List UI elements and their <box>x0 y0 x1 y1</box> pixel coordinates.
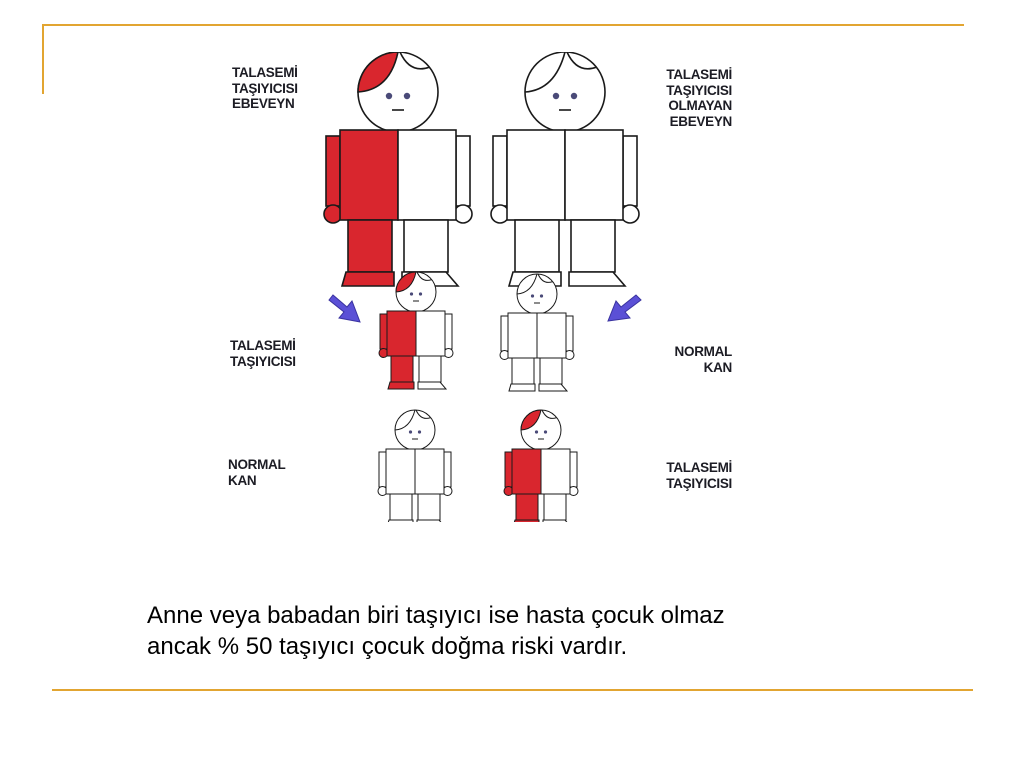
parent-noncarrier-figure <box>491 52 639 286</box>
label-child-carrier-left: TALASEMİ TAŞIYICISI <box>230 338 296 369</box>
child-carrier-top-figure <box>379 272 453 389</box>
frame-top-line <box>42 24 964 26</box>
child-carrier-bottom-figure <box>504 410 578 522</box>
label-parent-carrier: TALASEMİ TAŞIYICISI EBEVEYN <box>232 65 298 111</box>
figure-group <box>324 52 641 522</box>
label-child-carrier-right: TALASEMİ TAŞIYICISI <box>666 460 732 491</box>
frame-left-line <box>42 24 44 94</box>
child-normal-bottom-figure <box>378 410 452 522</box>
caption-line-1: Anne veya babadan biri taşıyıcı ise hasta çocuk olmaz <box>147 602 725 629</box>
arrow-right-icon <box>608 295 641 321</box>
arrow-left-icon <box>329 295 360 322</box>
frame-bottom-line <box>52 689 973 691</box>
caption-line-2: ancak % 50 taşıyıcı çocuk doğma riski vardır. <box>147 633 628 660</box>
parent-carrier-figure <box>324 52 472 286</box>
inheritance-diagram <box>225 52 735 522</box>
label-child-normal-right: NORMAL KAN <box>674 344 732 375</box>
figures-canvas <box>225 52 735 522</box>
child-normal-top-figure <box>500 274 574 391</box>
label-parent-noncarrier: TALASEMİ TAŞIYICISI OLMAYAN EBEVEYN <box>666 67 732 129</box>
caption <box>147 600 907 662</box>
label-child-normal-left: NORMAL KAN <box>228 457 286 488</box>
